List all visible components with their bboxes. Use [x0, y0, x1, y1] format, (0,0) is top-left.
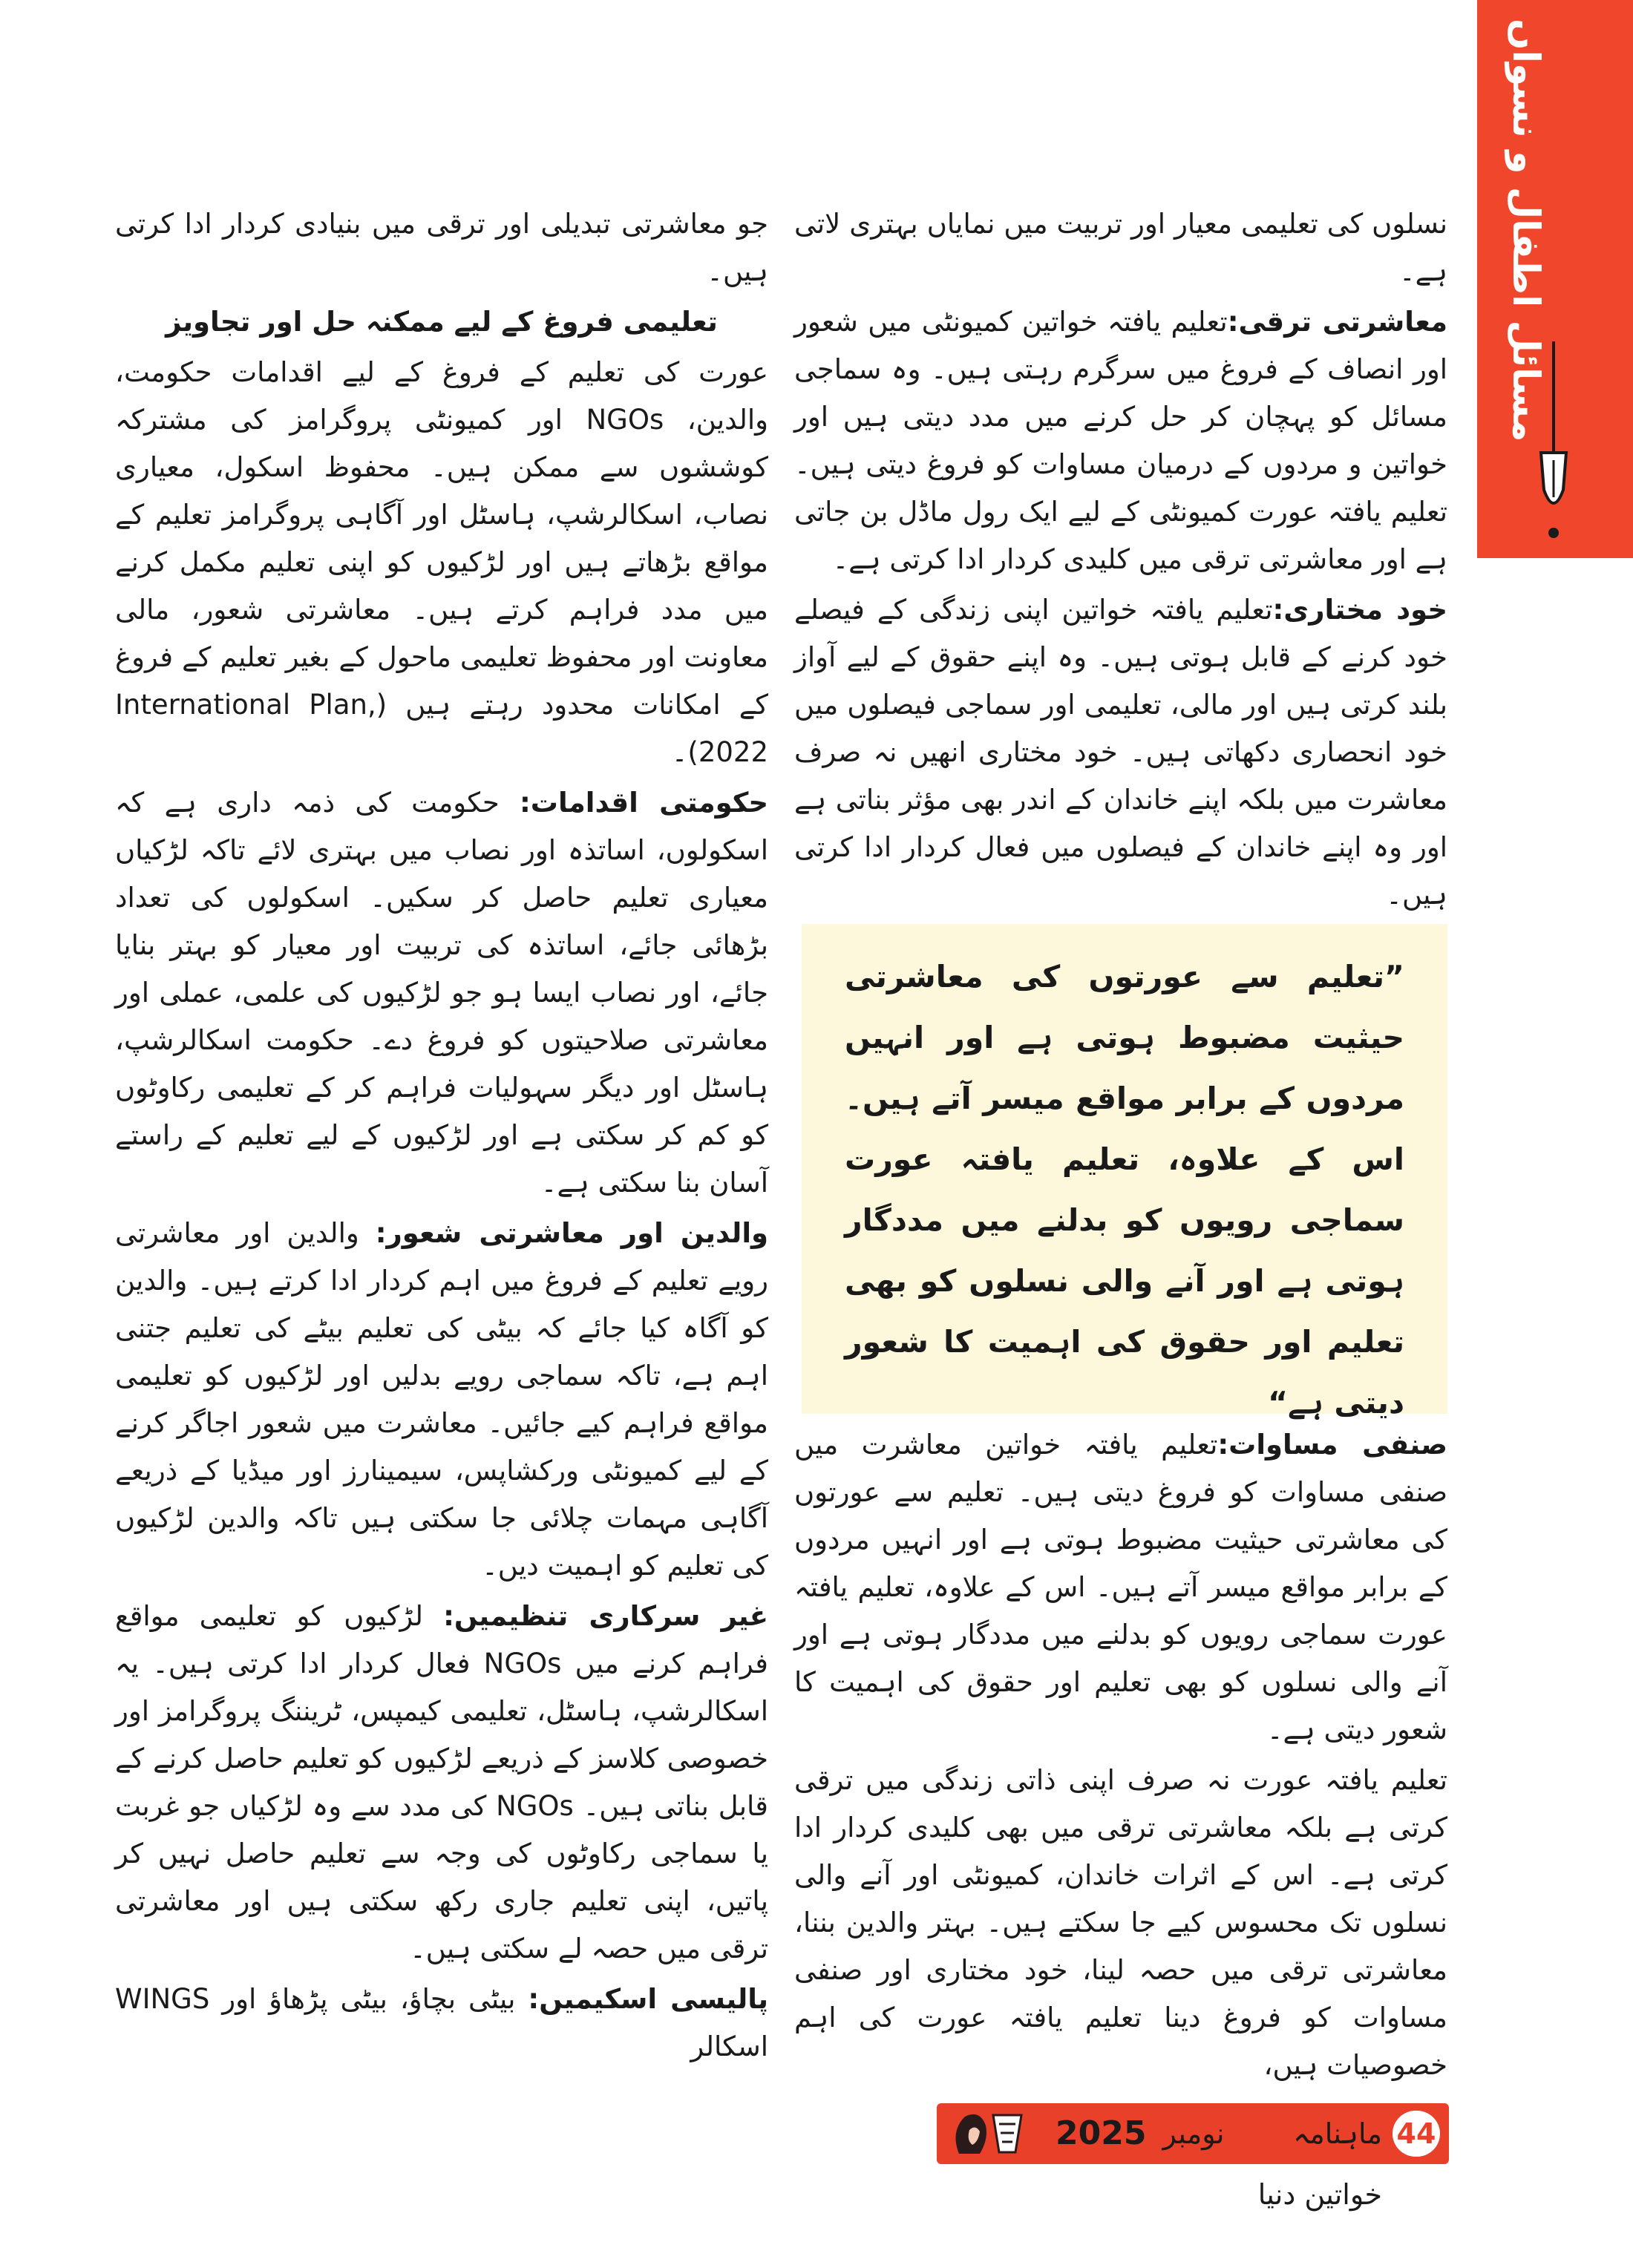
paragraph: [794, 586, 1447, 919]
woman-logo-icon: [944, 2109, 1033, 2158]
page-number: 44: [1393, 2111, 1440, 2157]
paragraph-text: تعلیم یافتہ خواتین کمیونٹی میں شعور اور انصاف کے فروغ میں سرگرم رہتی ہیں۔ وہ سماجی مسائل کو پہچان کر حل کرنے میں مدد دیتی ہیں اور خواتین و مردوں کے درمیان مساوات کو فروغ دیتی ہیں۔ تعلیم یافتہ عورت کمیونٹی کے لیے ایک رول ماڈل بن جاتی ہے اور معاشرتی ترقی میں کلیدی کردار ادا کرتی ہے۔: [794, 306, 1447, 575]
paragraph-heading: غیر سرکاری تنظیمیں:: [443, 1600, 769, 1632]
pull-quote-text: ”تعلیم سے عورتوں کی معاشرتی حیثیت مضبوط ہوتی ہے اور انہیں مردوں کے برابر مواقع میسر آتے ہیں۔ اس کے علاوہ، تعلیم یافتہ عورت سماجی رویوں کو بدلنے میں مددگار ہوتی ہے اور آنے والی نسلوں کو بھی تعلیم اور حقوق کی اہمیت کا شعور دیتی ہے“: [845, 959, 1404, 1420]
paragraph-text: عورت کی تعلیم کے فروغ کے لیے اقدامات حکومت، والدین، NGOs اور کمیونٹی پروگرامز کی مشترکہ کوششوں سے ممکن ہیں۔ محفوظ اسکول، معیاری نصاب، اسکالرشپ، ہاسٹل اور آگاہی پروگرامز تعلیم کے مواقع بڑھاتے ہیں اور لڑکیوں کو اپنی تعلیم مکمل کرنے میں مدد فراہم کرتے ہیں۔ معاشرتی شعور، مالی معاونت اور محفوظ تعلیمی ماحول کے بغیر تعلیم کے فروغ کے امکانات محدود رہتے ہیں (International Plan, 2022)۔: [115, 356, 769, 768]
fountain-pen-icon: [1538, 341, 1569, 549]
paragraph: [794, 1421, 1447, 1754]
paragraph-heading: پالیسی اسکیمیں:: [528, 1983, 768, 2015]
paragraph-text: لڑکیوں کو تعلیمی مواقع فراہم کرنے میں NGOs فعال کردار ادا کرتی ہیں۔ یہ اسکالرشپ، ہاسٹل، تعلیمی کیمپس، ٹریننگ پروگرامز اور خصوصی کلاسز کے ذریعے لڑکیوں کو تعلیم حاصل کرنے کے قابل بناتی ہیں۔ NGOs کی مدد سے وہ لڑکیاں جو غربت یا سماجی رکاوٹوں کی وجہ سے تعلیم حاصل نہیں کر پاتیں، اپنی تعلیم جاری رکھ سکتی ہیں اور معاشرتی ترقی میں حصہ لے سکتی ہیں۔: [115, 1600, 768, 1964]
magazine-name: ماہنامہ خواتین دنیا: [1257, 2117, 1382, 2211]
paragraph: [115, 200, 768, 295]
paragraph: [115, 1593, 768, 1973]
paragraph-heading: معاشرتی ترقی:: [1227, 306, 1447, 338]
paragraph-text: تعلیم یافتہ عورت نہ صرف اپنی ذاتی زندگی میں ترقی کرتی ہے بلکہ معاشرتی ترقی میں بھی کلیدی کردار ادا کرتی ہے۔ اس کے اثرات خاندان، کمیونٹی اور آنے والی نسلوں تک محسوس کیے جا سکتے ہیں۔ بہتر والدین بننا، معاشرتی ترقی میں حصہ لینا، خود مختاری اور صنفی مساوات کو فروغ دینا تعلیم یافتہ عورت کی اہم خصوصیات ہیں،: [794, 1764, 1447, 2081]
paragraph-text: حکومت کی ذمہ داری ہے کہ اسکولوں، اساتذہ اور نصاب میں بہتری لائے تاکہ لڑکیاں معیاری تعلیم حاصل کر سکیں۔ اسکولوں کی تعداد بڑھائی جائے، اساتذہ کی تربیت اور معیار کو بہتر بنایا جائے، اور نصاب ایسا ہو جو لڑکیوں کی علمی، عملی اور معاشرتی صلاحیتوں کو فروغ دے۔ حکومت اسکالرشپ، ہاسٹل اور دیگر سہولیات فراہم کر کے تعلیمی رکاوٹوں کو کم کر سکتی ہے اور لڑکیوں کے لیے تعلیم کے راستے آسان بنا سکتی ہے۔: [115, 787, 768, 1199]
paragraph-heading: صنفی مساوات:: [1217, 1429, 1447, 1461]
paragraph-text: والدین اور معاشرتی رویے تعلیم کے فروغ میں اہم کردار ادا کرتے ہیں۔ والدین کو آگاہ کیا جائے کہ بیٹی کی تعلیم بیٹے کی تعلیم جتنی اہم ہے، تاکہ سماجی رویے بدلیں اور لڑکیوں کو تعلیمی مواقع فراہم کیے جائیں۔ معاشرت میں شعور اجاگر کرنے کے لیے کمیونٹی ورکشاپس، سیمینارز اور میڈیا کے ذریعے آگاہی مہمات چلائی جا سکتی ہیں تاکہ والدین لڑکیوں کی تعلیم کو اہمیت دیں۔: [115, 1217, 768, 1582]
issue-year: 2025: [1056, 2114, 1147, 2152]
left-column: [115, 200, 768, 2074]
paragraph: [115, 1210, 768, 1590]
paragraph-heading: والدین اور معاشرتی شعور:: [375, 1217, 768, 1249]
paragraph: [115, 349, 768, 776]
paragraph-text: تعلیم یافتہ خواتین اپنی زندگی کے فیصلے خود کرنے کے قابل ہوتی ہیں۔ وہ اپنے حقوق کے لیے آواز بلند کرتی ہیں اور مالی، تعلیمی اور سماجی فیصلوں میں خود انحصاری دکھاتی ہیں۔ خود مختاری انھیں نہ صرف معاشرت میں بلکہ اپنے خاندان کے اندر بھی مؤثر بناتی ہے اور وہ اپنے خاندان کے فیصلوں میں فعال کردار ادا کرتی ہیں۔: [794, 594, 1447, 911]
paragraph-text: جو معاشرتی تبدیلی اور ترقی میں بنیادی کردار ادا کرتی ہیں۔: [115, 208, 768, 287]
magazine-issue: [1056, 2103, 1382, 2211]
right-column-bottom: [794, 1421, 1447, 2092]
paragraph: [115, 1976, 768, 2071]
section-heading: تعلیمی فروغ کے لیے ممکنہ حل اور تجاویز: [166, 306, 718, 338]
paragraph-heading: حکومتی اقدامات:: [520, 787, 768, 819]
paragraph-text: نسلوں کی تعلیمی معیار اور تربیت میں نمایاں بہتری لاتی ہے۔: [794, 208, 1447, 287]
page-footer: [937, 2103, 1449, 2211]
paragraph: [794, 1757, 1447, 2089]
section-title-vertical: مسائل اطفال و نسواں: [1505, 18, 1548, 442]
paragraph: [115, 779, 768, 1207]
pull-quote: [802, 924, 1447, 1420]
right-column-top: [794, 200, 1447, 922]
paragraph: [794, 200, 1447, 295]
section-tab: [1477, 0, 1633, 558]
issue-month: نومبر: [1162, 2117, 1225, 2150]
paragraph: [794, 298, 1447, 583]
paragraph-text: تعلیم یافتہ خواتین معاشرت میں صنفی مساوات کو فروغ دیتی ہیں۔ تعلیم سے عورتوں کی معاشرتی حیثیت مضبوط ہوتی ہے اور انہیں مردوں کے برابر مواقع میسر آتے ہیں۔ اس کے علاوہ، تعلیم یافتہ عورت سماجی رویوں کو بدلنے میں مددگار ہوتی ہے اور آنے والی نسلوں کو بھی تعلیم اور حقوق کی اہمیت کا شعور دیتی ہے۔: [794, 1429, 1447, 1746]
paragraph-text: بیٹی بچاؤ، بیٹی پڑھاؤ اور WINGS اسکالر: [115, 1983, 768, 2062]
paragraph-heading: خود مختاری:: [1272, 594, 1447, 626]
